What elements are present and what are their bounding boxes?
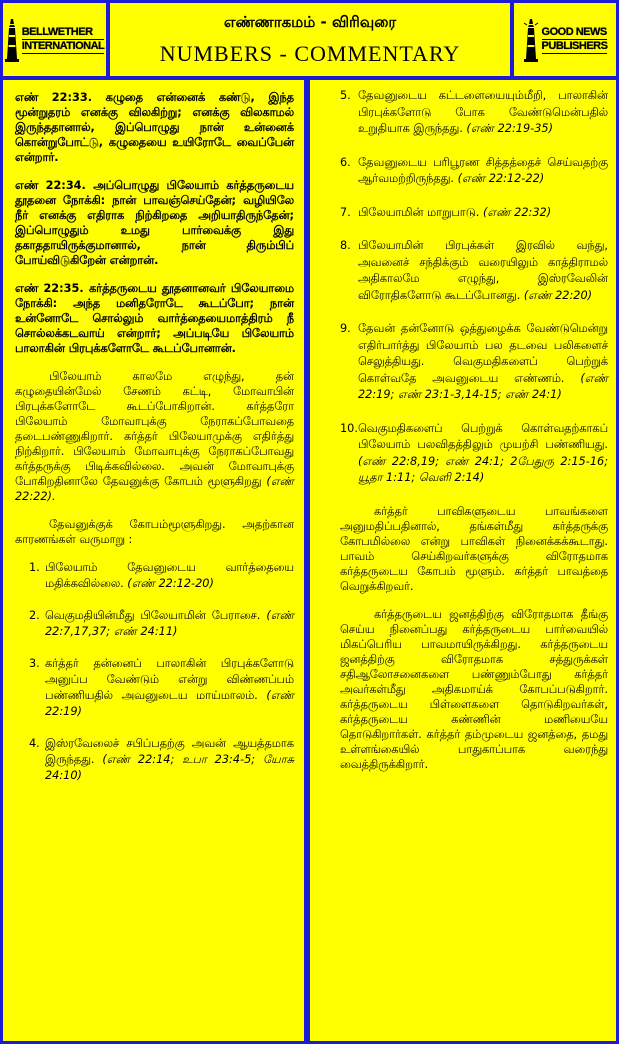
list-item: 5. தேவனுடைய கட்டளையையும்மீறி, பாலாகின் பிரபுக்களோடு போக வேண்டுமென்பதில் உறுதியாக இருந்தது. (எண் 22:19-35) [340, 89, 608, 135]
list-item: 8. பிலேயாமின் பிரபுக்கள் இரவில் வந்து, அவனைச் சந்திக்கும் வரையிலும் காத்திராமல் அதிகாலமே எழுந்து, இஸ்ரவேலின் விரோதிகளோடு கூடப்போனது. (எண் 22:20) [340, 239, 608, 302]
list-item: 3. கர்த்தர் தன்னைப் பாலாகின் பிரபுக்களோடு அனுப்ப வேண்டும் என்று விண்ணப்பம் பண்ணியதில் அவனுடைய மாய்மாலம். (எண் 22:19) [29, 657, 294, 718]
verse-22-33: எண் 22:33. கழுதை என்னைக் கண்டு, இந்த மூன்றுதரம் எனக்கு விலகிற்று; எனக்கு விலகாமல் இருந்ததானால், இப்பொழுது நான் உன்னைக் கொன்றுபோட்டு, கழுதையை உயிரோடே வைப்பேன் என்றார். [15, 91, 294, 164]
bellwether-logo [3, 3, 106, 76]
list-item: 2. வெகுமதியின்மீது பிலேயாமின் பேராசை. (எண் 22:7,17,37; எண் 24:11) [29, 609, 294, 638]
page-title [110, 3, 510, 76]
list-item: 4. இஸ்ரவேலைச் சபிப்பதற்கு அவன் ஆயத்தமாக இருந்தது. (எண் 22:14; உபா 23:4-5; யோசு 24:10) [29, 737, 295, 782]
reasons-list-right [340, 88, 608, 487]
commentary-paragraph [15, 369, 294, 504]
lighthouse-icon [523, 17, 539, 63]
list-item: 6. தேவனுடைய பரிபூரண சித்தத்தைச் செய்வதற்கு ஆர்வமற்றிருந்தது. (எண் 22:12-22) [340, 155, 608, 185]
list-item: 10. வெகுமதிகளைப் பெற்றுக் கொள்வதற்காகப் பிலேயாம் பலவிதத்திலும் முயற்சி பண்ணியது. (எண் 22:8,19; எண் 24:1; 2பேதுரு 2:15-16; யூதா 1:11; வெளி 2:14) [340, 421, 608, 484]
good-news-logo [514, 3, 616, 76]
lighthouse-icon [5, 17, 19, 63]
commentary-ref: (எண் 22:22). [15, 475, 295, 503]
list-item: 1. பிலேயாம் தேவனுடைய வார்த்தையை மதிக்கவில்லை. (எண் 22:12-20) [29, 561, 294, 590]
title-english: NUMBERS - COMMENTARY [159, 41, 461, 66]
verse-22-35: எண் 22:35. கர்த்தருடைய தூதனானவர் பிலேயாமை நோக்கி: அந்த மனிதரோடே கூடப்போ; நான் உன்னோடே சொல்லும் வார்த்தையைமாத்திரம் நீ சொல்லக்கடவாய் என்றார்; அப்படியே பிலேயாம் பாலாகின் பிரபுக்களோடே கூடப்போனான். [15, 282, 294, 355]
verse-22-34: எண் 22:34. அப்பொழுது பிலேயாம் கர்த்தருடைய தூதனை நோக்கி: நான் பாவஞ்செய்தேன்; வழியிலே நீர் எனக்கு எதிராக நிற்கிறதை அறியாதிருந்தேன்; இப்பொழுதும் உமது பார்வைக்கு இது தகாததாயிருக்குமானால், நான் திரும்பிப் போய்விடுகிறேன் என்றான். [15, 179, 294, 267]
right-column [310, 80, 616, 1041]
left-column [3, 80, 304, 1041]
commentary-text: பிலேயாம் காலமே எழுந்து, தன் கழுதையின்மேல் சேணம் கட்டி, மோவாபின் பிரபுக்களோடே கூடப்போகிறான். கர்த்தரோ பிலேயாம் மோவாபுக்கு நேராகப்போவதை தடைபண்ணுகிறார். கர்த்தர் பிலேயாமுக்கு எதிர்த்து நிற்கிறார். பிலேயாம் மோவாபுக்கு நேராகப்போவது கர்த்தருக்கு பிடிக்கவில்லை. அவன் மோவாபுக்கு போகிறதினாலே தேவனுக்கு கோபம் மூளுகிறது [15, 370, 294, 488]
commentary-paragraph-2: கர்த்தர் பாவிகளுடைய பாவங்களை அனுமதிப்பதினால், தங்கள்மீது கர்த்தருக்கு கோபமில்லை என்று பாவிகள் நினைக்கக்கூடாது. பாவம் செய்கிறவர்களுக்கு விரோதமாக கர்த்தருடைய கோபம் மூளும். கர்த்தர் பாவத்தை வெறுக்கிறவர். [340, 504, 608, 593]
list-item: 7. பிலேயாமின் மாறுபாடு. (எண் 22:32) [340, 205, 552, 219]
commentary-paragraph-3: கர்த்தருடைய ஜனத்திற்கு விரோதமாக தீங்கு செய்ய நினைப்பது கர்த்தருடைய பார்வையில் மிகப்பெரிய பாவமாயிருக்கிறது. கர்த்தருடைய ஜனத்திற்கு விரோதமாக சத்துருக்கள் சதிஆலோசனைகளை பண்ணும்போது கர்த்தர் அவர்கள்மீது அதிகமாய்க் கோபப்படுகிறார். கர்த்தருடைய பிள்ளைகளை தொடுகிறவர்கள், கர்த்தருடைய கண்ணின் மணியையே தொடுகிறார்கள். கர்த்தர் தம்முடைய ஜனத்தை, தமது உள்ளங்கையில் பாதுகாப்பாக வரைந்து வைத்திருக்கிறார். [340, 607, 608, 771]
title-tamil: எண்ணாகமம் - விரிவுரை [223, 13, 397, 31]
left-logo-line2: INTERNATIONAL [21, 39, 105, 52]
list-item: 9. தேவன் தன்னோடு ஒத்துழைக்க வேண்டுமென்று எதிர்பார்த்து பிலேயாம் பல தடவை பலிகளைச் செலுத்தியது. வெகுமதிகளைப் பெற்றுக் கொள்வதே அவனுடைய எண்ணம். (எண் 22:19; எண் 23:1-3,14-15; எண் 24:1) [340, 322, 608, 401]
reasons-list-left [15, 560, 294, 784]
right-logo-line1: GOOD NEWS [541, 25, 607, 38]
right-logo-line2: PUBLISHERS [541, 39, 608, 52]
left-logo-line1: BELLWETHER [22, 26, 105, 40]
reasons-intro: தேவனுக்குக் கோபம்மூளுகிறது. அதற்கான காரணங்கள் வருமாறு : [15, 518, 294, 546]
